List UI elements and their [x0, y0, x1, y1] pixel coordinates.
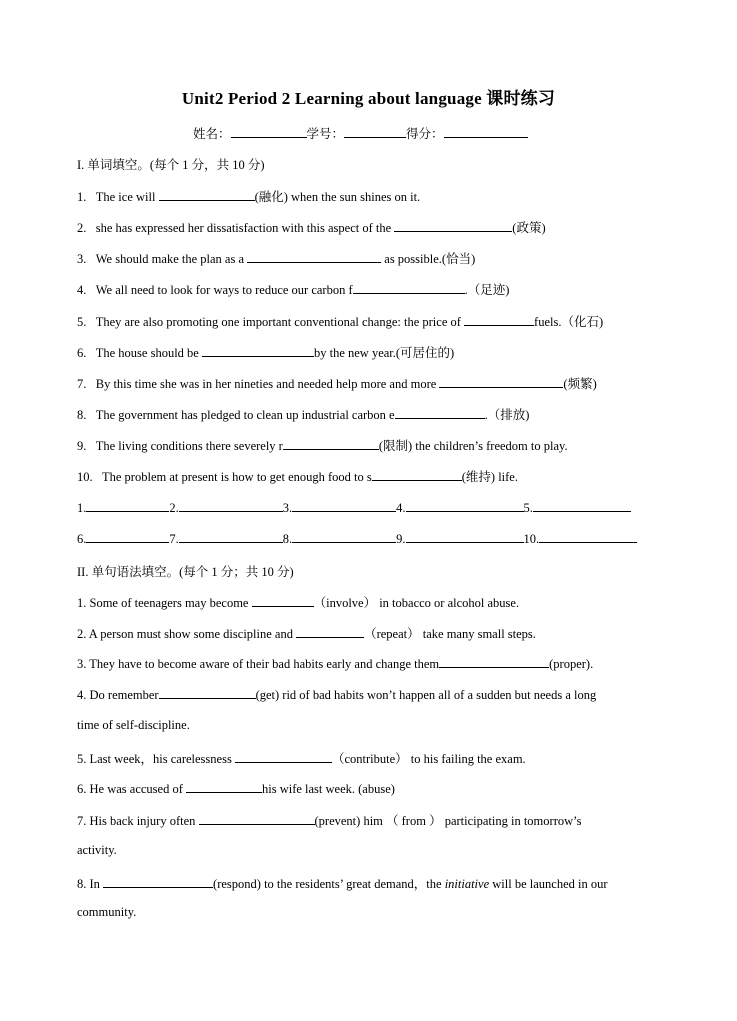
answer-blank[interactable]: [464, 313, 534, 326]
item-number: 9.: [77, 439, 87, 453]
id-label: 学号：: [306, 127, 345, 141]
item-number: 5.: [77, 315, 87, 329]
item-text: (频繁): [563, 377, 597, 391]
answer-blank[interactable]: [439, 375, 563, 388]
item-text: 6. He was accused of: [77, 782, 186, 796]
item-text: By this time she was in her nineties and needed help more and more: [95, 377, 440, 391]
item-text: as possible.(恰当): [381, 252, 476, 266]
answer-label: 10.: [523, 532, 540, 546]
item-text: （repeat） take many small steps.: [364, 627, 536, 641]
list-item-continuation: community.: [77, 905, 137, 919]
item-text: (政策): [512, 221, 546, 235]
answer-blank[interactable]: [439, 655, 549, 668]
list-item: [77, 280, 509, 298]
list-item: [77, 343, 454, 361]
item-text: .（排放): [484, 408, 530, 422]
item-number: 1.: [77, 190, 87, 204]
item-text: We all need to look for ways to reduce our carbon f: [95, 283, 353, 297]
list-item: [77, 436, 568, 454]
item-text: 4. Do remember: [77, 688, 159, 702]
answer-blank[interactable]: [199, 812, 315, 825]
list-item: [77, 312, 603, 330]
answer-label: 1.: [77, 501, 87, 515]
answer-blank[interactable]: [235, 750, 332, 763]
item-number: 10.: [77, 470, 93, 484]
item-text: (respond) to the residents’ great demand，the: [213, 877, 445, 891]
item-text: by the new year.(可居住的): [313, 346, 455, 360]
item-text: (融化) when the sun shines on it.: [254, 190, 421, 204]
italic-word: initiative: [444, 877, 490, 891]
item-text: 1. Some of teenagers may become: [77, 596, 252, 610]
item-text: (get) rid of bad habits won’t happen all of a sudden but needs a long: [255, 688, 597, 702]
answer-blank[interactable]: [296, 625, 364, 638]
list-item: [77, 593, 519, 611]
answer-blank[interactable]: [159, 188, 255, 201]
item-number: 3.: [77, 252, 87, 266]
item-text: We should make the plan as a: [95, 252, 248, 266]
answer-blank[interactable]: [252, 594, 314, 607]
list-item: [77, 811, 581, 829]
item-text: The house should be: [95, 346, 202, 360]
item-text: 5. Last week，his carelessness: [77, 752, 235, 766]
answer-label: 3.: [282, 501, 293, 515]
name-field[interactable]: [231, 125, 307, 138]
answer-line[interactable]: [533, 499, 631, 512]
section2-heading: II. 单句语法填空。(每个 1 分；共 10 分): [77, 565, 294, 579]
answer-line[interactable]: [406, 499, 524, 512]
item-text: .（足迹): [464, 283, 510, 297]
answer-blank[interactable]: [372, 468, 462, 481]
list-item: [77, 405, 529, 423]
item-text: 8. In: [77, 877, 104, 891]
score-field[interactable]: [444, 125, 528, 138]
answer-line[interactable]: [406, 530, 524, 543]
answer-line[interactable]: [292, 530, 396, 543]
answer-blank[interactable]: [186, 780, 262, 793]
item-text: （contribute） to his failing the exam.: [331, 752, 526, 766]
item-text: The ice will: [95, 190, 159, 204]
item-text: 2. A person must show some discipline and: [77, 627, 297, 641]
item-number: 4.: [77, 283, 87, 297]
name-label: 姓名：: [193, 127, 231, 141]
id-field[interactable]: [344, 125, 406, 138]
item-text: The living conditions there severely r: [95, 439, 283, 453]
list-item: [77, 249, 475, 267]
item-text: will be launched in our: [489, 877, 608, 891]
answer-blank[interactable]: [353, 281, 465, 294]
answer-label: 8.: [282, 532, 293, 546]
list-item: [77, 655, 593, 672]
list-item: [77, 374, 597, 392]
answer-blank[interactable]: [247, 250, 381, 263]
answer-line[interactable]: [539, 530, 637, 543]
item-text: 3. They have to become aware of their bad habits early and change them: [77, 657, 440, 671]
page-title: Unit2 Period 2 Learning about language 课时练习: [181, 89, 556, 108]
answer-label: 4.: [396, 501, 406, 515]
item-text: 7. His back injury often: [77, 814, 199, 828]
answer-line[interactable]: [179, 530, 283, 543]
item-text: (限制) the children’s freedom to play.: [378, 439, 568, 453]
answer-blank[interactable]: [395, 406, 485, 419]
list-item: [77, 780, 395, 797]
list-item: [77, 467, 518, 485]
answer-line[interactable]: [86, 530, 169, 543]
list-item: [77, 187, 420, 205]
item-text: The government has pledged to clean up industrial carbon e: [95, 408, 395, 422]
list-item: [77, 874, 608, 892]
item-number: 6.: [77, 346, 87, 360]
list-item-continuation: activity.: [77, 843, 117, 857]
answer-label: 6.: [77, 532, 87, 546]
answer-blank[interactable]: [283, 437, 379, 450]
list-item-continuation: time of self-discipline.: [77, 718, 190, 732]
answer-label: 7.: [169, 532, 179, 546]
item-text: (prevent) him （ from ） participating in tomorrow’s: [314, 814, 582, 828]
list-item: [77, 749, 526, 767]
answer-row: [77, 499, 631, 516]
item-text: They are also promoting one important conventional change: the price of: [95, 315, 465, 329]
answer-blank[interactable]: [159, 686, 256, 699]
item-text: she has expressed her dissatisfaction with this aspect of the: [95, 221, 395, 235]
item-text: (维持) life.: [461, 470, 518, 484]
answer-blank[interactable]: [394, 219, 512, 232]
answer-line[interactable]: [292, 499, 396, 512]
score-label: 得分：: [406, 127, 444, 141]
item-text: The problem at present is how to get enough food to s: [102, 470, 372, 484]
list-item: [77, 218, 546, 236]
student-info-line: [193, 124, 528, 142]
item-text: (proper).: [549, 657, 594, 671]
item-number: 2.: [77, 221, 87, 235]
answer-label: 2.: [169, 501, 179, 515]
section1-heading: I. 单词填空。(每个 1 分，共 10 分): [77, 158, 265, 172]
list-item: [77, 686, 596, 703]
item-number: 8.: [77, 408, 87, 422]
answer-row: [77, 530, 637, 547]
answer-blank[interactable]: [103, 875, 213, 888]
answer-blank[interactable]: [202, 344, 314, 357]
answer-label: 5.: [523, 501, 533, 515]
answer-line[interactable]: [179, 499, 283, 512]
item-number: 7.: [77, 377, 87, 391]
answer-label: 9.: [396, 532, 406, 546]
item-text: （involve） in tobacco or alcohol abuse.: [313, 596, 520, 610]
item-text: fuels.（化石): [534, 315, 604, 329]
list-item: [77, 624, 536, 642]
answer-line[interactable]: [86, 499, 169, 512]
item-text: his wife last week. (abuse): [261, 782, 395, 796]
